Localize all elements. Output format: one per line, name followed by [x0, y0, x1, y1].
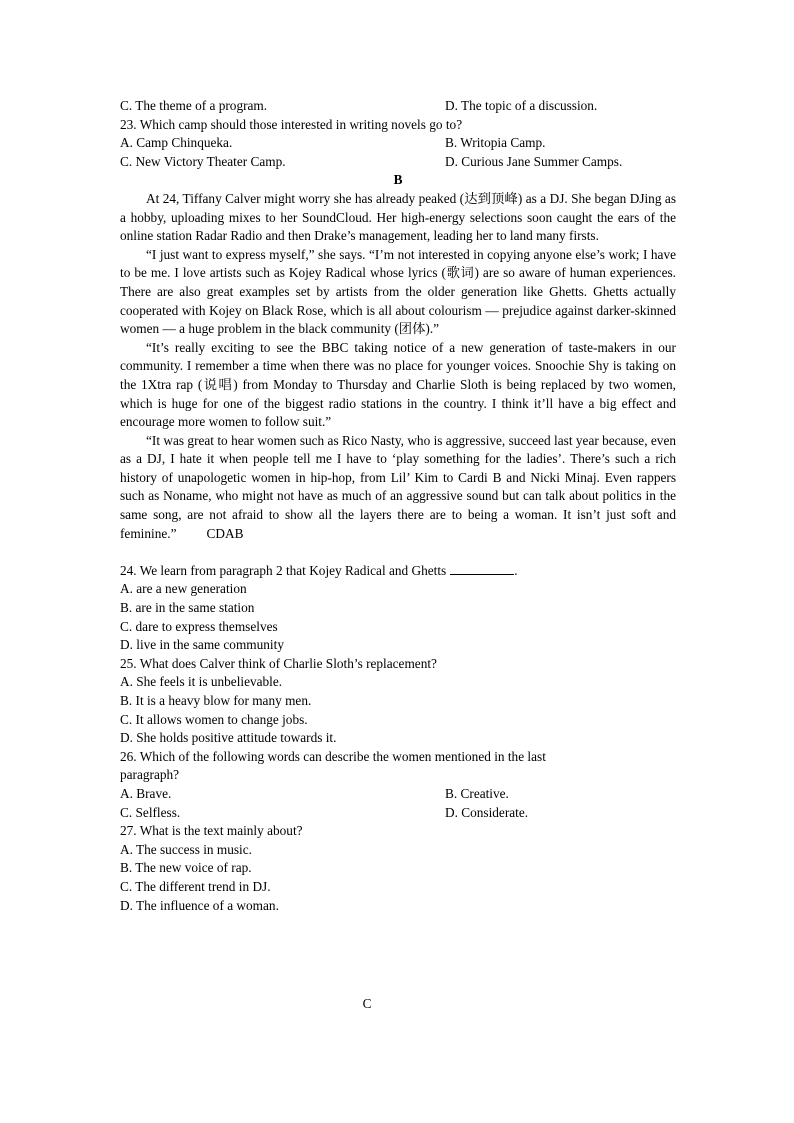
q23-option-d: D. Curious Jane Summer Camps.	[445, 153, 623, 169]
q27-question: 27. What is the text mainly about?	[120, 823, 303, 839]
q23-option-c: C. New Victory Theater Camp.	[120, 153, 286, 169]
passage-paragraph-4	[120, 432, 676, 544]
q26-options-cd	[120, 804, 676, 823]
q24-option-b: B. are in the same station	[120, 600, 255, 616]
answer-blank	[450, 562, 514, 575]
q27-option-d: D. The influence of a woman.	[120, 897, 279, 913]
q26-option-b: B. Creative.	[445, 785, 509, 801]
q27-option-c: C. The different trend in DJ.	[120, 878, 271, 894]
document-content	[120, 97, 676, 915]
q24-option-d: D. live in the same community	[120, 637, 284, 653]
q25-option-b: B. It is a heavy blow for many men.	[120, 693, 312, 708]
paragraph-4-text: “It was great to hear women such as Rico Nasty, who is aggressive, succeed last year because, even as a DJ, I hate it when people tell me I have to ‘play something for the ladies’. There’s such a rich history of unapologetic women in hip-hop, from Lil’ Kim to Cardi B and Nicki Minaj. Even rappers such as Noname, who might not have as much of an aggressive sound but can talk about politics in the same song, are not afraid to show all the layers there are to being a woman. It isn’t just soft and feminine.”	[120, 432, 676, 541]
q24-option-a: A. are a new generation	[120, 581, 247, 597]
q25-option-d: D. She holds positive attitude towards it.	[120, 730, 337, 746]
q24-question-end: .	[514, 562, 518, 578]
q23-option-a: A. Camp Chinqueka.	[120, 135, 233, 151]
q24-option-c: C. dare to express themselves	[120, 618, 278, 634]
q23-option-b: B. Writopia Camp.	[445, 135, 546, 151]
paragraph-3-text: “It’s really exciting to see the BBC taking notice of a new generation of taste-makers in our community. I remember a time when there was no place for younger voices. Snoochie Shy is taking on the 1Xtra rap (说唱) from Monday to Thursday and Charlie Sloth is being replaced by two women, which is huge for one of the biggest radio stations in the country. I think it’ll have a big effect and encourage more women to follow suit.”	[120, 339, 676, 430]
answer-key: CDAB	[206, 525, 244, 541]
q24-question: 24. We learn from paragraph 2 that Kojey Radical and Ghetts	[120, 562, 447, 578]
q26-options-ab	[120, 785, 676, 804]
passage-paragraph-3	[120, 339, 676, 432]
q23-options-cd	[120, 153, 676, 172]
q26-option-c: C. Selfless.	[120, 804, 181, 820]
q25-option-a: A. She feels it is unbelievable.	[120, 674, 283, 690]
q26-question-line-1: 26. Which of the following words can describe the women mentioned in the last	[120, 748, 546, 764]
q26-option-a: A. Brave.	[120, 785, 172, 801]
q22-option-d: D. The topic of a discussion.	[445, 98, 598, 113]
passage-paragraph-2	[120, 246, 676, 339]
paragraph-2-text: “I just want to express myself,” she says. “I’m not interested in copying anyone else’s work; I have to be me. I love artists such as Kojey Radical whose lyrics (歌词) are so aware of human experiences. There are also great examples set by artists from the older generation like Ghetts. Ghetts actually cooperated with Kojey on Black Rose, which is all about colourism — prejudice against darker-skinned women — a huge problem in the black community (团体).”	[120, 246, 676, 337]
paragraph-1-text: At 24, Tiffany Calver might worry she has already peaked (达到顶峰) as a DJ. She began DJing as a hobby, uploading mixes to her SoundCloud. Her high-energy selections soon caught the ears of the online station Radar Radio and then Drake’s management, leading her to land many firsts.	[120, 190, 676, 244]
q23-options-ab	[120, 134, 676, 153]
q22-option-c: C. The theme of a program.	[120, 98, 268, 113]
q22-options-cd	[120, 97, 676, 116]
section-b-heading: B	[393, 172, 403, 188]
section-c-heading: C	[362, 996, 372, 1011]
q26-option-d: D. Considerate.	[445, 804, 529, 820]
q23-question: 23. Which camp should those interested in writing novels go to?	[120, 116, 463, 132]
q24-question-line	[120, 562, 676, 581]
passage-paragraph-1	[120, 190, 676, 246]
q27-option-a: A. The success in music.	[120, 841, 252, 857]
spacer	[120, 543, 676, 562]
q27-option-b: B. The new voice of rap.	[120, 860, 252, 876]
q25-option-c: C. It allows women to change jobs.	[120, 711, 308, 727]
q26-question-line-2: paragraph?	[120, 767, 180, 783]
q25-question: 25. What does Calver think of Charlie Sloth’s replacement?	[120, 655, 437, 671]
